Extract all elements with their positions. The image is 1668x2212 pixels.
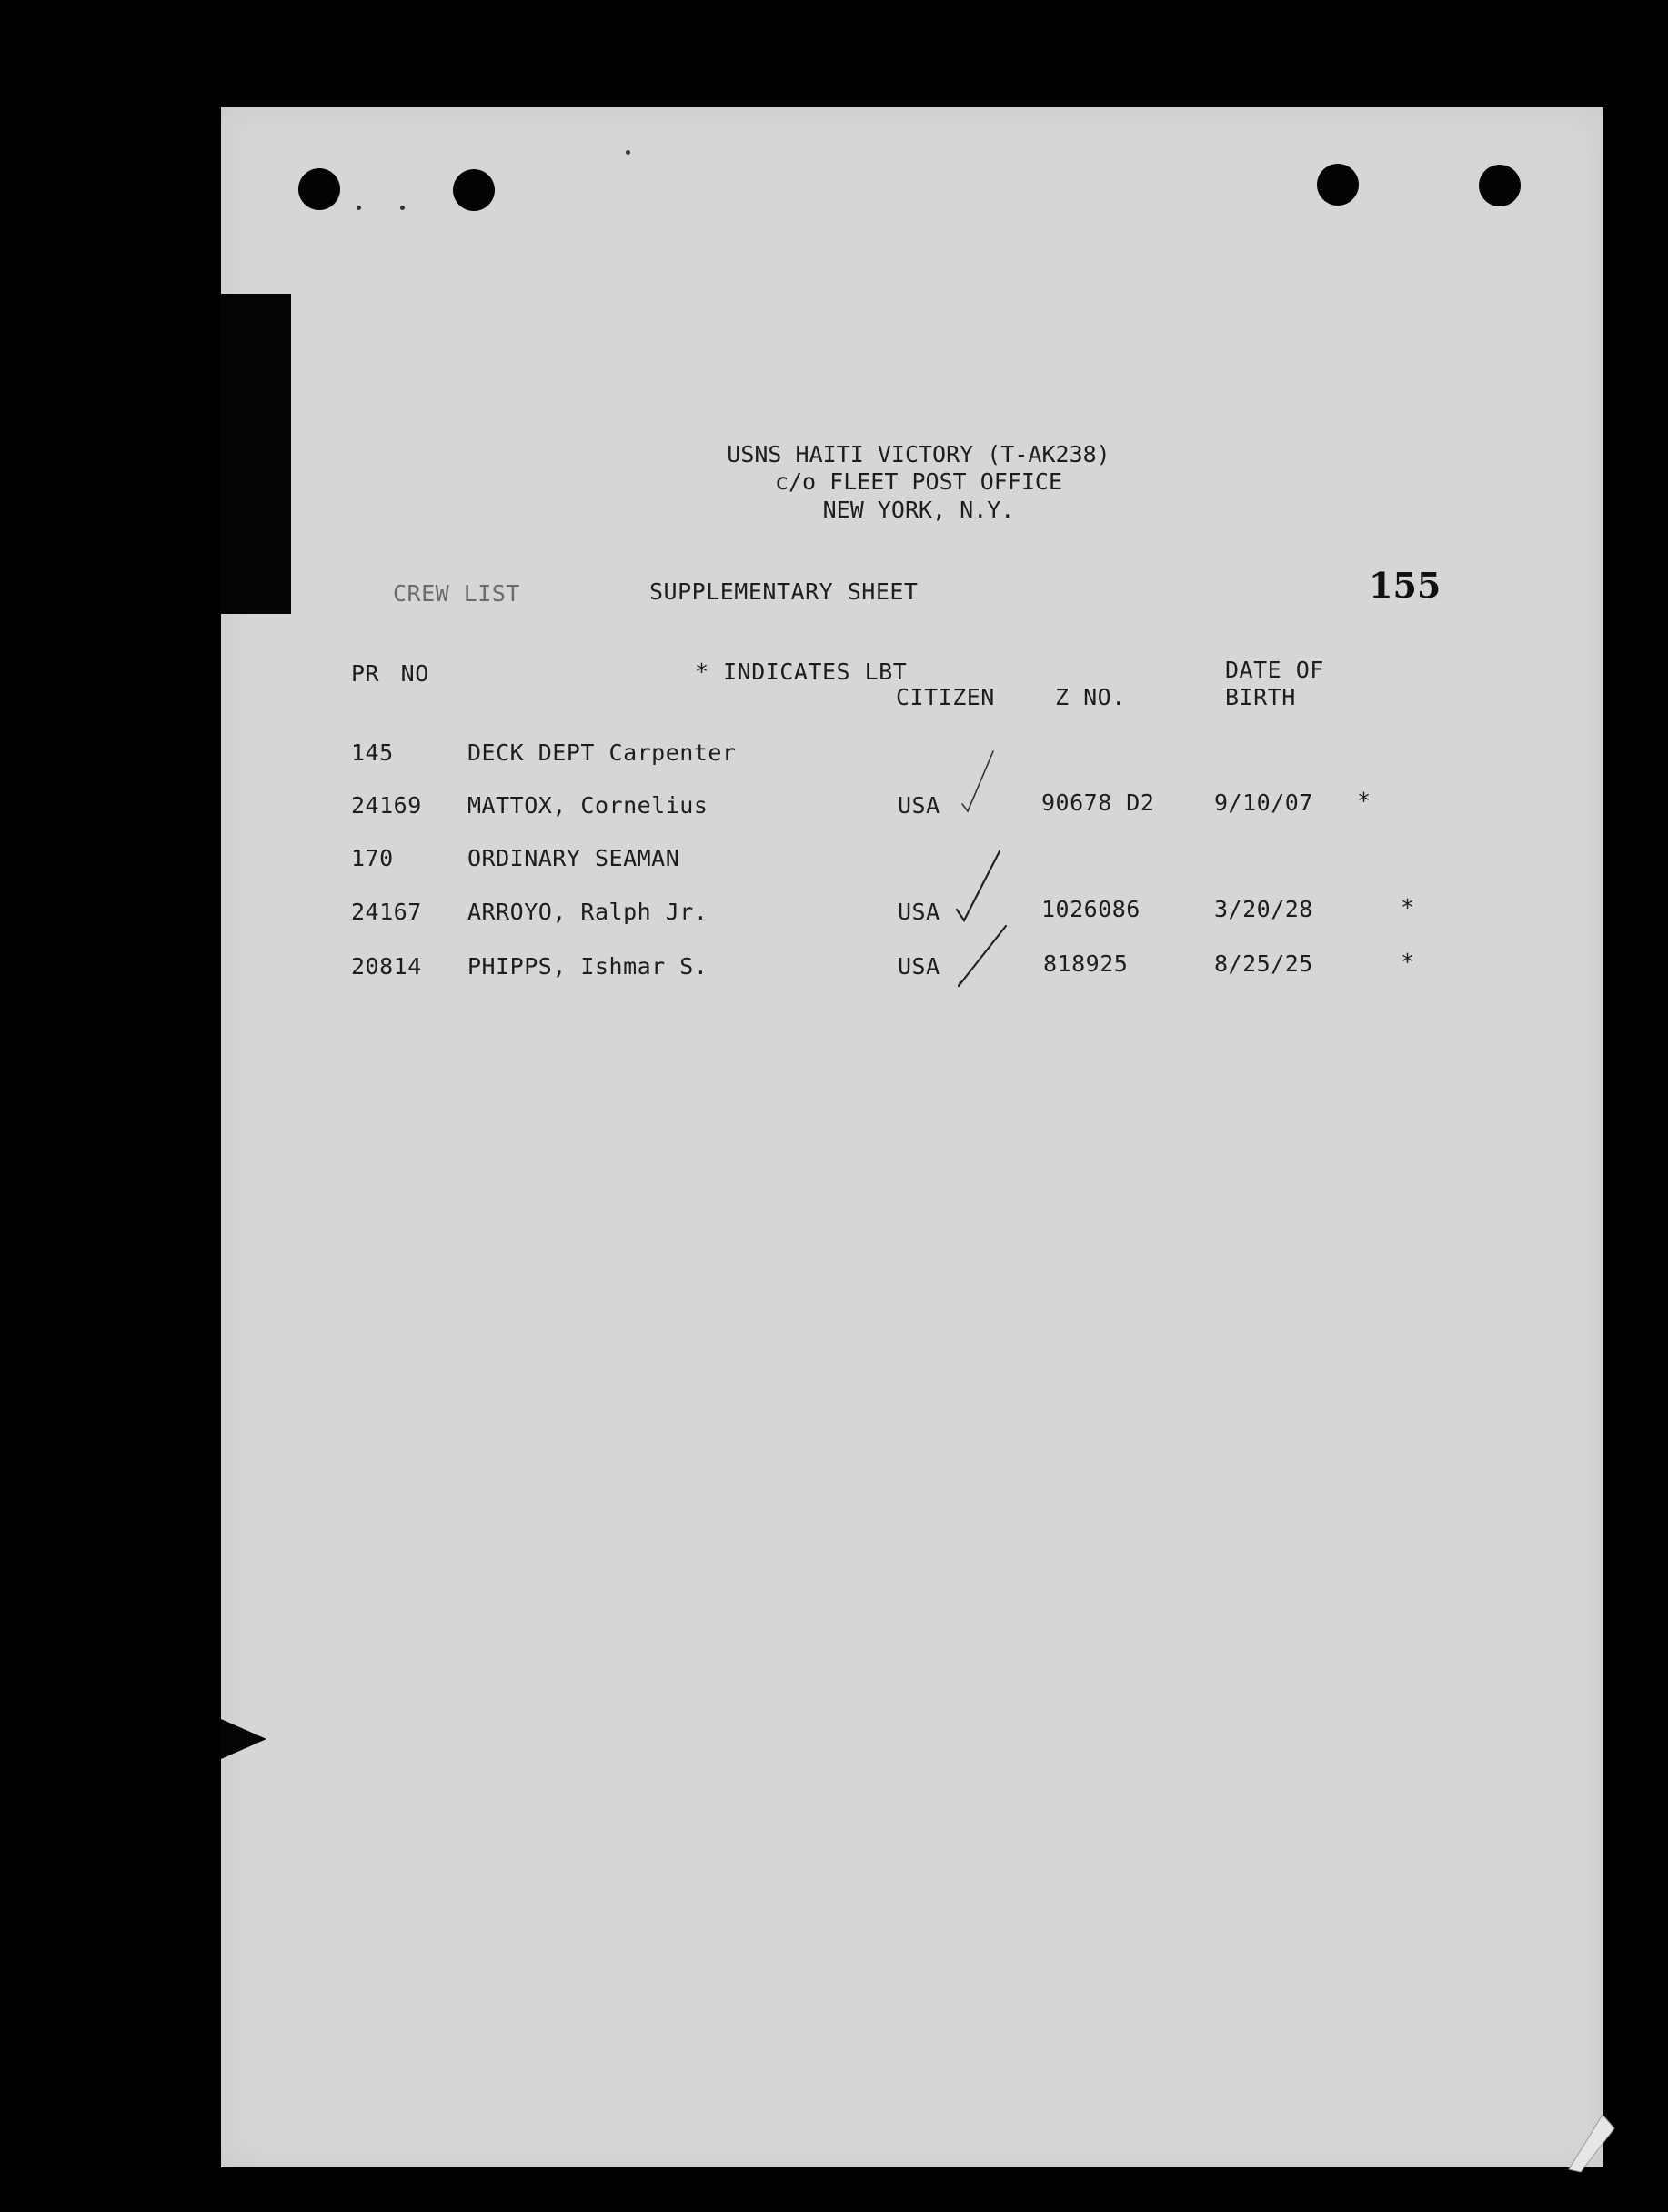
sheet-title: SUPPLEMENTARY SHEET xyxy=(649,578,919,605)
column-pr-no: PR NO xyxy=(351,660,429,687)
check-mark-icon xyxy=(946,919,1019,1010)
city: NEW YORK, N.Y. xyxy=(822,497,1015,523)
pr-number: 20814 xyxy=(351,953,422,980)
column-citizen: CITIZEN xyxy=(896,684,995,710)
date-of-birth: 9/10/07 xyxy=(1214,789,1313,816)
section-title: ORDINARY SEAMAN xyxy=(467,845,680,871)
crew-name: PHIPPS, Ishmar S. xyxy=(467,953,708,980)
date-of-birth: 3/20/28 xyxy=(1214,896,1313,922)
speck xyxy=(626,150,630,155)
citizenship: USA xyxy=(898,792,940,819)
post-office: c/o FLEET POST OFFICE xyxy=(774,468,1063,495)
punch-hole-2 xyxy=(453,169,495,211)
page-corner-fold xyxy=(1564,2110,1619,2174)
punch-hole-4 xyxy=(1479,165,1521,206)
crew-list-label: CREW LIST xyxy=(393,580,520,607)
binder-edge xyxy=(221,294,291,614)
ship-name: USNS HAITI VICTORY (T-AK238) xyxy=(727,441,1110,468)
citizenship: USA xyxy=(898,899,940,925)
document-page xyxy=(221,107,1603,2167)
column-dob-birth: BIRTH xyxy=(1225,684,1296,710)
edge-notch xyxy=(221,1719,266,1759)
check-mark-icon xyxy=(946,846,1000,928)
z-number: 1026086 xyxy=(1041,896,1140,922)
pr-number: 24169 xyxy=(351,792,422,819)
sheet-number: 155 xyxy=(1369,565,1442,606)
section-code: 145 xyxy=(351,739,394,766)
lbt-note: * INDICATES LBT xyxy=(695,659,908,685)
punch-hole-3 xyxy=(1317,164,1359,206)
lbt-marker: * xyxy=(1401,894,1415,920)
crew-name: ARROYO, Ralph Jr. xyxy=(467,899,708,925)
speck xyxy=(357,206,361,210)
section-title: DECK DEPT Carpenter xyxy=(467,739,737,766)
speck xyxy=(400,206,405,210)
date-of-birth: 8/25/25 xyxy=(1214,950,1313,977)
lbt-marker: * xyxy=(1357,788,1372,814)
column-dob: DATE OF xyxy=(1225,657,1324,683)
lbt-marker: * xyxy=(1401,949,1415,975)
punch-hole-1 xyxy=(298,168,340,210)
column-z-no: Z NO. xyxy=(1055,684,1126,710)
section-code: 170 xyxy=(351,845,394,871)
check-mark-icon xyxy=(946,746,1000,819)
pr-number: 24167 xyxy=(351,899,422,925)
crew-name: MATTOX, Cornelius xyxy=(467,792,708,819)
citizenship: USA xyxy=(898,953,940,980)
z-number: 90678 D2 xyxy=(1041,789,1155,816)
z-number: 818925 xyxy=(1043,950,1129,977)
